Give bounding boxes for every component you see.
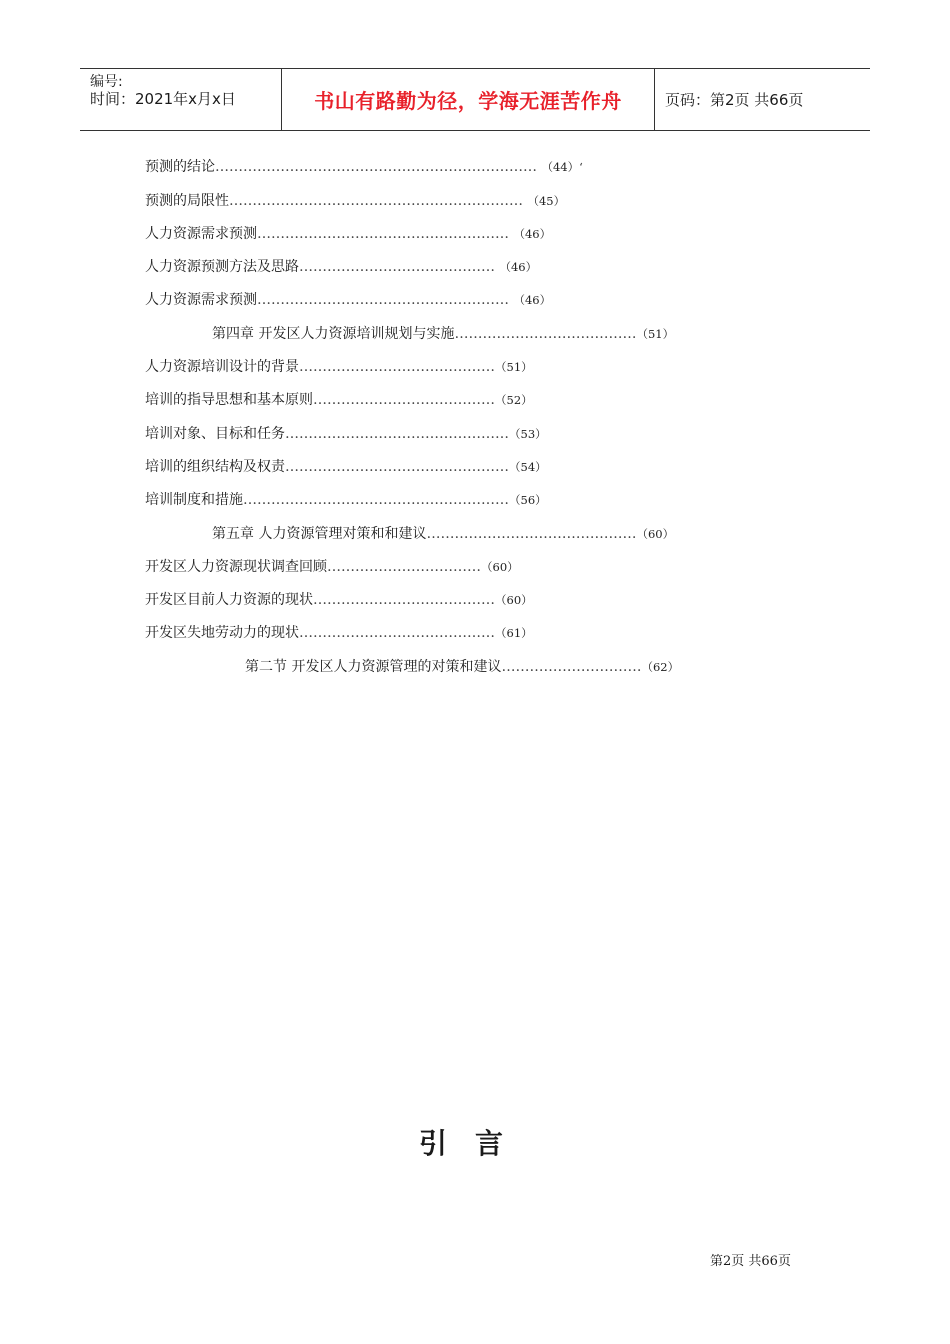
- toc-entry: [145, 358, 533, 376]
- header-page-info: 页码：第2页 共66页: [665, 91, 804, 109]
- toc-title: 培训对象、目标和任务: [145, 426, 285, 442]
- toc-entry: [145, 425, 547, 443]
- toc-entry: [145, 192, 565, 210]
- toc-title: 培训制度和措施: [145, 492, 243, 508]
- document-header: [80, 68, 870, 131]
- toc-title: 培训的组织结构及权责: [145, 459, 285, 475]
- toc-page: （46）: [513, 227, 552, 241]
- toc-title: 开发区目前人力资源的现状: [145, 592, 313, 608]
- page-footer: 第2页 共66页: [710, 1254, 791, 1269]
- toc-entry: [145, 158, 583, 176]
- toc-leader: ……………………………………: [299, 359, 495, 375]
- toc-page: （46）: [513, 293, 552, 307]
- toc-title: 开发区失地劳动力的现状: [145, 625, 299, 641]
- toc-page: （53）: [509, 427, 547, 441]
- toc-page: （51）: [495, 360, 533, 374]
- toc-entry: [145, 624, 533, 642]
- toc-page: （61）: [495, 626, 533, 640]
- toc-title: 人力资源需求预测: [145, 226, 257, 242]
- toc-leader: ……………………………………: [299, 625, 495, 641]
- toc-leader: …………………………………: [313, 592, 495, 608]
- toc-entry: [145, 391, 533, 409]
- toc-entry: [145, 258, 537, 276]
- toc-page: （60）: [481, 560, 519, 574]
- toc-title: 第二节 开发区人力资源管理的对策和建议: [245, 659, 502, 675]
- toc-section: [245, 658, 679, 676]
- toc-leader: ………………………………………………: [257, 292, 509, 308]
- toc-title: 人力资源培训设计的背景: [145, 359, 299, 375]
- toc-page: （45）: [527, 194, 566, 208]
- toc-title: 人力资源预测方法及思路: [145, 259, 299, 275]
- toc-leader: ………………………………………………: [257, 226, 509, 242]
- toc-page: （52）: [495, 393, 533, 407]
- toc-chapter: [212, 525, 674, 543]
- toc-leader: …………………………………: [313, 392, 495, 408]
- toc-entry: [145, 225, 551, 243]
- toc-leader: …………………………: [501, 659, 642, 675]
- motto-text: 书山有路勤为径，学海无涯苦作舟: [314, 89, 622, 113]
- toc-title: 人力资源需求预测: [145, 292, 257, 308]
- toc-entry: [145, 458, 547, 476]
- toc-title: 预测的结论: [145, 159, 215, 175]
- toc-page: （46）: [499, 260, 538, 274]
- toc-leader: ……………………………………: [299, 259, 495, 275]
- toc-page: （60）: [636, 527, 675, 541]
- toc-leader: ……………………………: [327, 559, 481, 575]
- toc-leader: …………………………………: [454, 326, 637, 342]
- toc-page: （62）: [641, 660, 680, 674]
- toc-leader: ………………………………………: [426, 526, 637, 542]
- toc-title: 培训的指导思想和基本原则: [145, 392, 313, 408]
- header-motto: [282, 69, 655, 130]
- toc-page: （56）: [509, 493, 547, 507]
- toc-leader: …………………………………………………: [243, 492, 509, 508]
- toc-leader: ………………………………………………………: [229, 193, 523, 209]
- toc-leader: …………………………………………: [285, 459, 509, 475]
- toc-chapter: [212, 325, 674, 343]
- toc-page: （51）: [636, 327, 675, 341]
- toc-entry: [145, 491, 547, 509]
- toc-leader: ……………………………………………………………: [215, 159, 537, 175]
- toc-page: （54）: [509, 460, 547, 474]
- intro-heading: 引言: [418, 1127, 531, 1160]
- toc-title: 开发区人力资源现状调查回顾: [145, 559, 327, 575]
- toc-title: 第五章 人力资源管理对策和和建议: [212, 526, 427, 542]
- toc-page: （44）‘: [541, 160, 583, 174]
- toc-leader: …………………………………………: [285, 426, 509, 442]
- toc-title: 预测的局限性: [145, 193, 229, 209]
- toc-entry: [145, 591, 533, 609]
- header-meta: [80, 69, 282, 130]
- toc-entry: [145, 558, 519, 576]
- toc-title: 第四章 开发区人力资源培训规划与实施: [212, 326, 455, 342]
- toc-page: （60）: [495, 593, 533, 607]
- toc-entry: [145, 291, 551, 309]
- time-label: 时间：2021年x月x日: [90, 90, 236, 108]
- number-label: 编号:: [90, 74, 123, 90]
